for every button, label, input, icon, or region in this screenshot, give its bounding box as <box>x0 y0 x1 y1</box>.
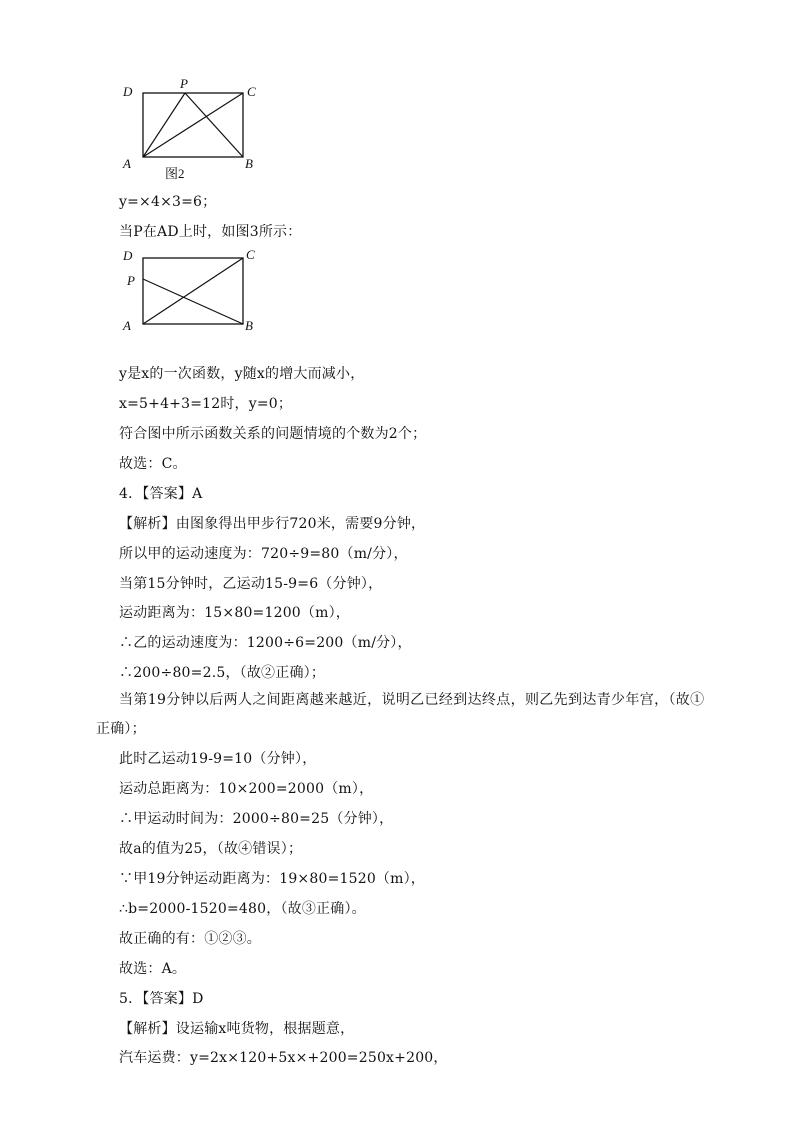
label-p: P <box>180 76 188 91</box>
text-line: y=×4×3=6； <box>119 194 217 210</box>
answer-heading-5: 5．【答案】D <box>119 991 204 1007</box>
label-a: A <box>123 318 131 333</box>
text-line: 汽车运费：y=2x×120+5x×+200=250x+200， <box>119 1050 448 1066</box>
text-line: ∴b=2000-1520=480，（故③正确）。 <box>119 901 366 917</box>
figure-3 <box>115 246 275 338</box>
text-line: 符合图中所示函数关系的问题情境的个数为2个； <box>119 426 427 442</box>
text-line: ∴甲运动时间为：2000÷80=25（分钟）， <box>119 811 394 827</box>
text-line: 所以甲的运动速度为：720÷9=80（m/分）， <box>119 546 408 562</box>
text-line: 故选：C。 <box>119 456 187 472</box>
label-a: A <box>123 156 131 171</box>
label-c: C <box>247 84 256 99</box>
label-d: D <box>123 248 133 263</box>
text-line: 故选：A。 <box>119 961 187 977</box>
text-line: 【解析】设运输x吨货物，根据题意， <box>119 1021 355 1037</box>
text-line: ∵甲19分钟运动距离为：19×80=1520（m）， <box>119 871 426 887</box>
text-line: 运动距离为：15×80=1200（m）， <box>119 605 350 621</box>
text-line: ∴乙的运动速度为：1200÷6=200（m/分）， <box>119 635 412 651</box>
text-line: 运动总距离为：10×200=2000（m）， <box>119 781 374 797</box>
figure-2 <box>115 76 275 188</box>
segment-ap <box>143 93 185 157</box>
text-line: 【解析】由图象得出甲步行720米，需要9分钟， <box>119 516 426 532</box>
label-d: D <box>123 84 133 99</box>
segment-pb <box>143 279 243 324</box>
text-line: y是x的一次函数，y随x的增大而减小， <box>119 366 365 382</box>
text-line: x=5+4+3=12时，y=0； <box>119 396 293 412</box>
label-c: C <box>246 247 255 262</box>
text-line: 故正确的有：①②③。 <box>119 931 261 947</box>
text-line: 正确）； <box>96 721 146 737</box>
label-b: B <box>245 156 253 171</box>
label-p: P <box>127 273 135 288</box>
text-line: 当P在AD上时，如图3所示： <box>119 224 302 240</box>
text-line: 当第19分钟以后两人之间距离越来越近，说明乙已经到达终点，则乙先到达青少年宫，（故① <box>119 692 705 708</box>
figure-caption: 图2 <box>165 166 185 181</box>
text-line: ∴200÷80=2.5，（故②正确）； <box>119 665 326 681</box>
text-line: 当第15分钟时，乙运动15-9=6（分钟）， <box>119 576 383 592</box>
diagonal-ac <box>143 258 243 324</box>
answer-heading-4: 4．【答案】A <box>119 486 203 502</box>
text-line: 此时乙运动19-9=10（分钟）， <box>119 751 317 767</box>
label-b: B <box>245 318 253 333</box>
text-line: 故a的值为25，（故④错误）； <box>119 841 303 857</box>
